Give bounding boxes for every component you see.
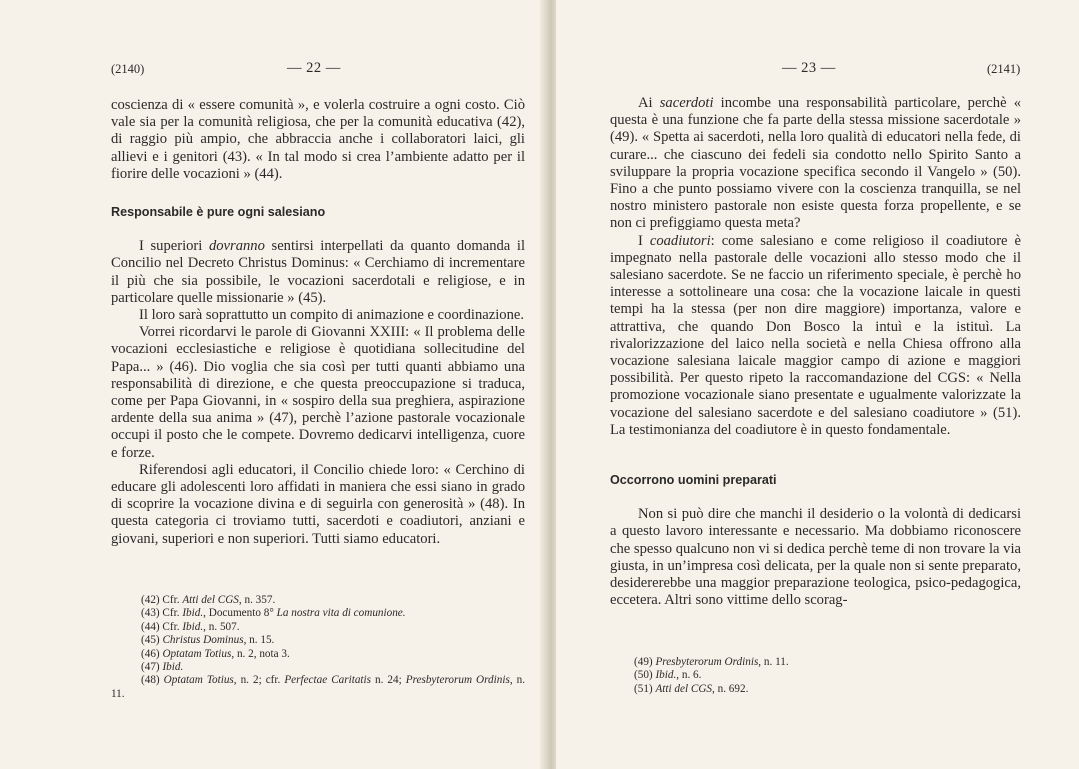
footnote-43: (43) Cfr. Ibid., Documento 8° La nostra vita di comunione. <box>141 607 406 620</box>
left-paragraph-5: Riferendosi agli educatori, il Concilio chiede loro: « Cerchino di educare gli adolescenti loro affidati in maniera che essi siano in grado di scoprire la vocazione divina e di seguirla con generosità » (48). In questa categoria ci troviamo tutti, sacerdoti e coadiutori, anziani e giovani, superiori e non superiori. Tutti siamo educatori. <box>111 461 525 547</box>
footnote-48: (48) Optatam Totius, n. 2; cfr. Perfectae Caritatis n. 24; Presbyterorum Ordinis, n. 11. <box>111 674 526 700</box>
right-page <box>556 0 1079 769</box>
footnote-51: (51) Atti del CGS, n. 692. <box>634 682 749 695</box>
footnote-50: (50) Ibid., n. 6. <box>634 669 702 682</box>
left-body <box>111 97 525 548</box>
footnote-46: (46) Optatam Totius, n. 2, nota 3. <box>141 647 290 660</box>
footnote-49: (49) Presbyterorum Ordinis, n. 11. <box>634 656 789 668</box>
right-page-number: — 23 — <box>782 60 836 76</box>
left-paragraph-1: coscienza di « essere comunità », e volerla costruire a ogni costo. Ciò vale sia per la comunità religiosa, che per la comunità educativa (42), di raggio più ampio, che abbraccia anche i collaboratori laici, gli allievi e i genitori (43). « In tal modo si crea l’ambiente adatto per il fiorire delle vocazioni » (44). <box>111 97 525 182</box>
left-section-title: Responsabile è pure ogni salesiano <box>111 205 326 220</box>
footnote-44: (44) Cfr. Ibid., n. 507. <box>141 620 240 633</box>
right-paragraph-1: Ai sacerdoti incombe una responsabilità particolare, perchè « questa è una funzione che fa parte della stessa missione sacerdotale » (49). « Spetta ai sacerdoti, nella loro qualità di educatori nella fede, di curare... che ciascuno dei fedeli sia condotto nello Spirito Santo a sviluppare la propria vocazione specifica secondo il Vangelo » (50). Fino a che punto possiamo vivere con la coscienza tranquilla, se nel nostro ministero pastorale non esiste questa forza propellente, e se non ci prefiggiamo questa meta? <box>610 95 1021 232</box>
left-paragraph-4: Vorrei ricordarvi le parole di Giovanni XXIII: « Il problema delle vocazioni ecclesiastiche e religiose è quotidiana sollecitudine del Papa... » (46). Dio voglia che sia così per tutti quanti abbiamo una responsabilità di direzione, e che questa preoccupazione si traduca, come per Papa Giovanni, in « sospiro della sua preghiera, aspirazione ardente della sua anima » (47), perchè l’azione pastorale vocazionale occupi il posto che le compete. Dovremo dedicarvi intelligenza, cuore e forze. <box>111 324 525 461</box>
right-body <box>610 95 1021 609</box>
footnote-45: (45) Christus Dominus, n. 15. <box>141 634 275 647</box>
left-page-code: (2140) <box>111 62 145 76</box>
right-footnotes <box>610 656 1021 696</box>
right-page-code: (2141) <box>987 62 1021 76</box>
right-section-title: Occorrono uomini preparati <box>610 473 777 488</box>
left-paragraph-3: Il loro sarà soprattutto un compito di animazione e coordinazione. <box>139 307 524 324</box>
right-paragraph-2: I coadiutori: come salesiano e come religioso il coadiutore è impegnato nella pastorale delle vocazioni allo stesso modo che il salesiano sacerdote. Se ne faccio un riferimento speciale, è perchè ho interesse a sottolineare una cosa: che la vocazione laicale in questi tempi ha la stessa (per non dire maggiore) importanza, valore e attrattiva, che quando Don Bosco la intuì e la istituì. La rivalorizzazione del laico nella società e nella Chiesa offrono alla vocazione salesiana laicale maggior campo di azione e maggiori possibilità. Per questo ripeto la raccomandazione del CGS: « Nella promozione vocazionale siano presentate e ugualmente valorizzate la vocazione del salesiano sacerdote e del salesiano coadiutore » (51). La testimonianza del coadiutore è in questo fondamentale. <box>610 232 1021 438</box>
left-page-number: — 22 — <box>287 60 341 76</box>
left-footnotes <box>111 594 525 701</box>
footnote-42: (42) Cfr. Atti del CGS, n. 357. <box>141 594 276 606</box>
right-paragraph-3: Non si può dire che manchi il desiderio o la volontà di dedicarsi a questo lavoro interessante e necessario. Ma dobbiamo riconoscere che spesso qualcuno non vi si dedica perchè teme di non trovare la via giusta, in un’impresa così delicata, per la quale non si sente preparato, desidererebbe una maggior preparazione teologica, psico-pedagogica, eccetera. Altri sono vittime dello scorag- <box>610 506 1021 609</box>
footnote-47: (47) Ibid. <box>141 661 184 674</box>
left-paragraph-2: I superiori dovranno sentirsi interpellati da quanto domanda il Concilio nel Decreto Christus Dominus: « Cerchiamo di incrementare il più che sia possibile, le vocazioni sacerdotali e religiose, e in particolare quelle missionarie » (45). <box>111 238 525 306</box>
